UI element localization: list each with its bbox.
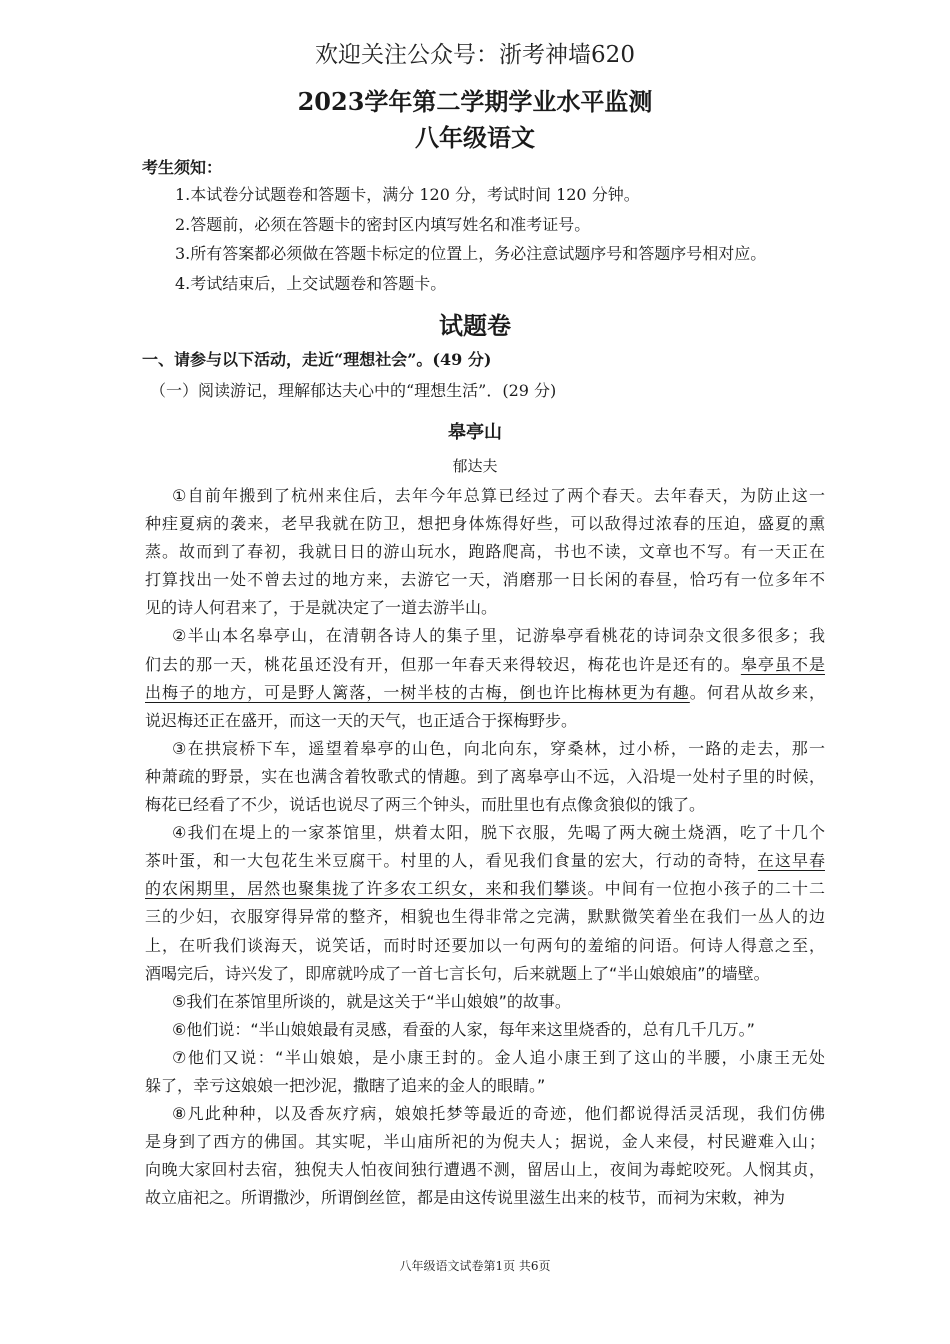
paragraph-line: [145, 482, 825, 510]
paragraph-line: [145, 1128, 825, 1156]
text-segment: 们去的那一天，桃花虽还没有开，但那一年春天来得较迟，梅花也许是还有的。: [145, 654, 741, 674]
page-footer: 八年级语文试卷第1页 共6页: [399, 1259, 551, 1273]
paragraph-line: [145, 679, 825, 707]
text-segment: 酒喝完后，诗兴发了，即席就吟成了一首七言长句，后来就题上了“半山娘娘庙”的墙壁。: [145, 963, 770, 983]
text-segment: 种萧疏的野景，实在也满含着牧歌式的情趣。到了离皋亭山不远，入沿堤一处村子里的时候，: [145, 766, 825, 786]
underlined-text: 在这早春: [757, 851, 825, 871]
notice-list: [175, 180, 766, 298]
text-segment: ③在拱宸桥下车，遥望着皋亭的山色，向北向东，穿桑林，过小桥，一路的走去，那一: [172, 738, 825, 758]
paper-title: 试题卷: [439, 311, 511, 340]
section-subtitle: （一）阅读游记，理解郁达夫心中的“理想生活”．(29 分): [150, 381, 557, 400]
watermark-header: 欢迎关注公众号：浙考神墙620: [315, 42, 635, 68]
text-segment: 。何君从故乡来，: [689, 682, 825, 702]
article-paragraph: [145, 1016, 825, 1044]
paragraph-line: [145, 1072, 825, 1100]
text-segment: 梅花已经看了不少，说话也说尽了两三个钟头，而肚里也有点像贪狼似的饿了。: [145, 795, 706, 815]
text-segment: ⑦他们又说：“半山娘娘，是小康王封的。金人追小康王到了这山的半腰，小康王无处: [172, 1047, 825, 1067]
article-paragraph: [145, 482, 825, 622]
paragraph-line: [145, 1044, 825, 1072]
text-segment: 见的诗人何君来了，于是就决定了一道去游半山。: [145, 598, 498, 618]
text-segment: 蒸。故而到了春初，我就日日的游山玩水，跑路爬高，书也不读，文章也不写。有一天正在: [145, 542, 825, 562]
article-title: 皋亭山: [448, 422, 502, 443]
paragraph-line: [145, 510, 825, 538]
underlined-text: 的农闲期里，居然也聚集拢了许多农工织女，来和我们攀谈: [145, 879, 588, 899]
text-segment: 打算找出一处不曾去过的地方来，去游它一天，消磨那一日长闲的春昼，恰巧有一位多年不: [145, 570, 825, 590]
article-paragraph: [145, 1100, 825, 1212]
paragraph-line: [145, 960, 825, 988]
text-segment: 茶叶蛋，和一大包花生米豆腐干。村里的人，看见我们食量的宏大，行动的奇特，: [145, 851, 758, 871]
text-segment: ⑥他们说：“半山娘娘最有灵感，看蚕的人家，每年来这里烧香的，总有几千几万。”: [172, 1019, 755, 1039]
paragraph-line: [145, 707, 825, 735]
subject-title: 八年级语文: [415, 123, 535, 152]
article-paragraph: [145, 988, 825, 1016]
article-body: [145, 482, 825, 1212]
text-segment: 种疰夏病的袭来，老早我就在防卫，想把身体炼得好些，可以敌得过浓春的压迫，盛夏的熏: [145, 514, 825, 534]
text-segment: 。中间有一位抱小孩子的二十二: [587, 879, 825, 899]
text-segment: 是身到了西方的佛国。其实呢，半山庙所祀的为倪夫人；据说，金人来侵，村民避难入山；: [145, 1132, 825, 1152]
notice-title: 考生须知：: [142, 158, 223, 177]
paragraph-line: [145, 538, 825, 566]
paragraph-line: [145, 903, 825, 931]
exam-title: 2023学年第二学期学业水平监测: [297, 87, 653, 116]
paragraph-line: [145, 566, 825, 594]
article-paragraph: [145, 819, 825, 988]
paragraph-line: [145, 1184, 825, 1212]
text-segment: ①自前年搬到了杭州来住后，去年今年总算已经过了两个春天。去年春天，为防止这一: [172, 486, 825, 505]
text-segment: ⑧凡此种种，以及香灰疗病，娘娘托梦等最近的奇迹，他们都说得活灵活现，我们仿佛: [172, 1104, 825, 1124]
paragraph-line: [145, 932, 825, 960]
paragraph-line: [145, 1016, 825, 1044]
paragraph-line: [145, 763, 825, 791]
underlined-text: 出梅子的地方，可是野人篱落，一树半枝的古梅，倒也许比梅林更为有趣: [145, 682, 690, 702]
text-segment: ②半山本名皋亭山，在清朝各诗人的集子里，记游皋亭看桃花的诗词杂文很多很多；我: [172, 626, 825, 646]
paragraph-line: [145, 651, 825, 679]
text-segment: 向晚大家回村去宿，独倪夫人怕夜间独行遭遇不测，留居山上，夜间为毒蛇咬死。人悯其贞，: [145, 1160, 825, 1180]
paragraph-line: [145, 735, 825, 763]
text-segment: ④我们在堤上的一家茶馆里，烘着太阳，脱下衣服，先喝了两大碗土烧酒，吃了十几个: [172, 823, 825, 843]
article-paragraph: [145, 1044, 825, 1100]
text-segment: 说迟梅还正在盛开，而这一天的天气，也正适合于探梅野步。: [145, 710, 578, 730]
paragraph-line: [145, 594, 825, 622]
paragraph-line: [145, 875, 825, 903]
notice-item: 2.答题前，必须在答题卡的密封区内填写姓名和准考证号。: [175, 214, 591, 234]
underlined-text: 皋亭虽不是: [740, 654, 825, 674]
paragraph-line: [145, 1156, 825, 1184]
text-segment: 故立庙祀之。所谓撒沙，所谓倒丝笸，都是由这传说里滋生出来的枝节，而祠为宋敕，神为: [145, 1188, 786, 1208]
text-segment: 上，在听我们谈海天，说笑话，而时时还要加以一句两句的羞缩的问语。何诗人得意之至，: [145, 935, 825, 955]
text-segment: 三的少妇，衣服穿得异常的整齐，相貌也生得非常之完满，默默微笑着坐在我们一丛人的边: [145, 907, 825, 927]
article-paragraph: [145, 622, 825, 734]
paragraph-line: [145, 1100, 825, 1128]
article-author: 郁达夫: [452, 457, 498, 475]
notice-item: 4.考试结束后，上交试题卷和答题卡。: [175, 273, 447, 293]
paragraph-line: [145, 988, 825, 1016]
article-paragraph: [145, 735, 825, 819]
section-title: 一、请参与以下活动，走近“理想社会”。(49 分): [142, 350, 492, 369]
notice-item: 3.所有答案都必须做在答题卡标定的位置上，务必注意试题序号和答题序号相对应。: [175, 244, 767, 263]
text-segment: 躲了，幸亏这娘娘一把沙泥，撒瞎了追来的金人的眼睛。”: [145, 1075, 546, 1095]
paragraph-line: [145, 622, 825, 650]
notice-item: 1.本试卷分试题卷和答题卡，满分 120 分，考试时间 120 分钟。: [175, 185, 640, 204]
paragraph-line: [145, 791, 825, 819]
paragraph-line: [145, 847, 825, 875]
text-segment: ⑤我们在茶馆里所谈的，就是这关于“半山娘娘”的故事。: [172, 991, 571, 1011]
paragraph-line: [145, 819, 825, 847]
